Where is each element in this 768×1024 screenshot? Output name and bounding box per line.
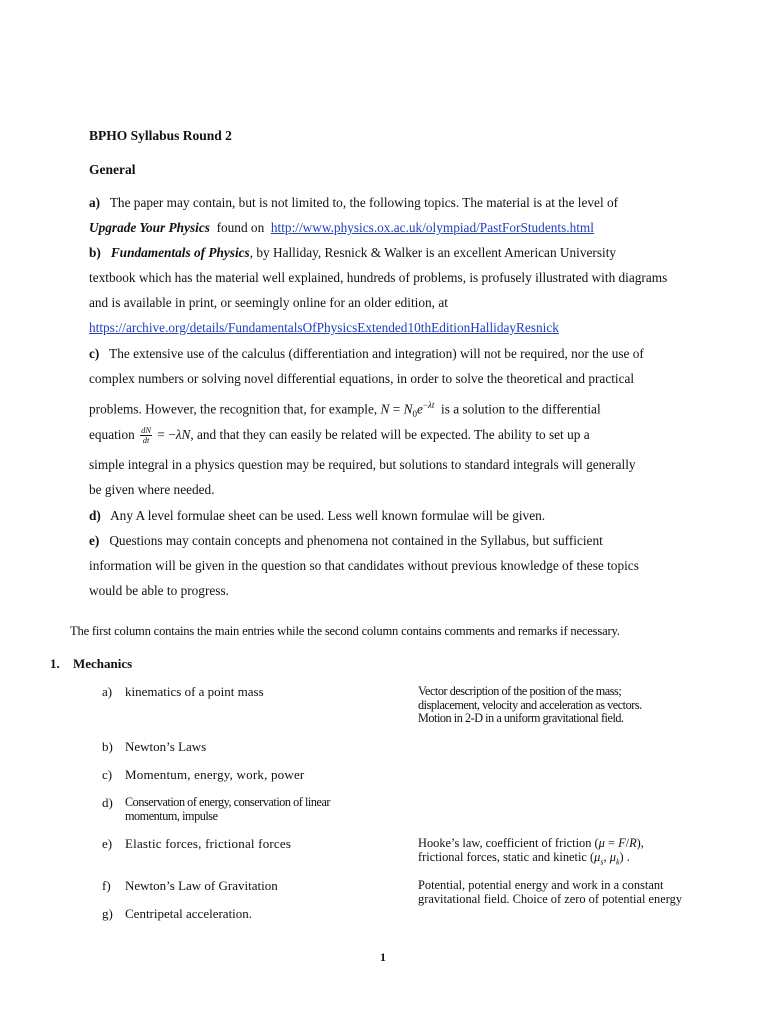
section-title: Mechanics: [73, 656, 133, 671]
mechanics-label-e: e): [102, 836, 113, 851]
item-text: Any A level formulae sheet can be used. Less well known formulae will be given.: [110, 508, 546, 523]
remark-line: Potential, potential energy and work in a constant: [418, 878, 664, 892]
book-title-fundamentals: Fundamentals of Physics: [110, 245, 250, 260]
item-text: The extensive use of the calculus (differentiation and integration) will not be required, nor the use of: [109, 346, 644, 361]
item-text: Questions may contain concepts and phenomena not contained in the Syllabus, but sufficient: [109, 533, 603, 548]
decay-solution-formula: N: [380, 401, 390, 417]
columns-note: The first column contains the main entries while the second column contains comments and remarks if necessary.: [70, 624, 620, 638]
mechanics-remark-e: Hooke’s law, coefficient of friction (μ = F/R), frictional forces, static and kinetic ($\mu_s$, $\mu_k$) .: [418, 836, 644, 866]
general-item-a: [89, 190, 618, 215]
mechanics-entry-b: Newton’s Laws: [125, 739, 207, 754]
mechanics-entry-e: Elastic forces, frictional forces: [125, 836, 292, 851]
general-item-c-line4: equation $\frac{dN}{dt}$ = −λN, and that they can easily be related will be expected. The ability to set up a: [89, 425, 590, 446]
mechanics-label-g: g): [102, 906, 113, 921]
remark-line: gravitational field. Choice of zero of potential energy: [418, 891, 683, 906]
general-item-c-line2: complex numbers or solving novel differential equations, in order to solve the theoretical and practical: [89, 371, 635, 386]
mechanics-entry-c: Momentum, energy, work, power: [125, 767, 305, 782]
item-label: c): [89, 346, 100, 361]
general-item-c: [89, 341, 644, 366]
general-item-b-line3: and is available in print, or seemingly online for an older edition, at: [89, 295, 448, 310]
section-number: 1.: [50, 656, 60, 671]
item-label: a): [89, 195, 101, 210]
mechanics-remark-f: [418, 879, 682, 906]
general-item-c-line3: problems. However, the recognition that, for example, $N = N_0e^{-\lambda t}$ is a solution to the differential: [89, 400, 601, 420]
mechanics-remark-a: [418, 685, 642, 726]
general-item-d: [89, 503, 545, 528]
general-item-b: [89, 240, 616, 265]
mechanics-entry-f: Newton’s Law of Gravitation: [125, 878, 278, 893]
general-item-e-line2: information will be given in the question so that candidates without previous knowledge of these topics: [89, 558, 639, 573]
general-heading: General: [89, 162, 136, 177]
item-text: The paper may contain, but is not limited to, the following topics. The material is at the level of: [109, 195, 619, 210]
archive-link[interactable]: https://archive.org/details/FundamentalsOfPhysicsExtended10thEditionHallidayResnick: [89, 320, 559, 335]
item-label: b): [89, 245, 101, 260]
general-item-a-line2: [89, 215, 594, 240]
remark-line: frictional forces, static and kinetic (: [418, 849, 595, 864]
general-item-e: [89, 528, 603, 553]
item-label: e): [89, 533, 100, 548]
general-item-c-line5: simple integral in a physics question may be required, but solutions to standard integrals will generally: [89, 457, 636, 472]
general-item-e-line3: would be able to progress.: [89, 583, 229, 598]
entry-line: Conservation of energy, conservation of linear: [125, 795, 331, 809]
mechanics-entry-a: kinematics of a point mass: [125, 684, 264, 699]
mechanics-label-b: b): [102, 739, 113, 754]
mechanics-entry-g: Centripetal acceleration.: [125, 906, 253, 921]
derivative-fraction: $\frac{dN}{dt}$: [141, 425, 152, 446]
remark-line: Motion in 2-D in a uniform gravitational field.: [418, 711, 624, 725]
remark-line: Vector description of the position of the mass;: [418, 684, 622, 698]
mechanics-label-d: d): [102, 795, 113, 810]
friction-coefficients: $\mu_s$: [594, 849, 604, 866]
mechanics-label-c: c): [102, 767, 113, 782]
remark-line: displacement, velocity and acceleration as vectors.: [418, 697, 642, 712]
found-on-text: found on: [216, 220, 265, 235]
item-label: d): [89, 508, 101, 523]
remark-line: Hooke’s law, coefficient of friction (: [418, 836, 599, 850]
general-item-c-line6: be given where needed.: [89, 482, 215, 497]
entry-line: momentum, impulse: [125, 808, 218, 823]
general-item-b-line2: textbook which has the material well explained, hundreds of problems, is profusely illustrated with diagrams: [89, 270, 668, 285]
mechanics-label-f: f): [102, 878, 111, 893]
friction-formula: μ: [598, 836, 605, 850]
document-title: BPHO Syllabus Round 2: [89, 128, 232, 143]
mechanics-label-a: a): [102, 684, 113, 699]
item-text: equation: [89, 427, 135, 442]
item-text: , and that they can easily be related will be expected. The ability to set up a: [190, 427, 590, 442]
ox-olympiad-link[interactable]: http://www.physics.ox.ac.uk/olympiad/PastForStudents.html: [270, 220, 594, 235]
item-text: is a solution to the differential: [441, 401, 601, 417]
item-text: , by Halliday, Resnick & Walker is an excellent American University: [249, 245, 617, 260]
item-text: problems. However, the recognition that, for example,: [89, 401, 378, 417]
book-title-upgrade: Upgrade Your Physics: [89, 220, 210, 235]
general-item-b-line4: [89, 315, 559, 340]
page-number: 1: [380, 950, 386, 964]
mechanics-entry-d: [125, 796, 330, 823]
